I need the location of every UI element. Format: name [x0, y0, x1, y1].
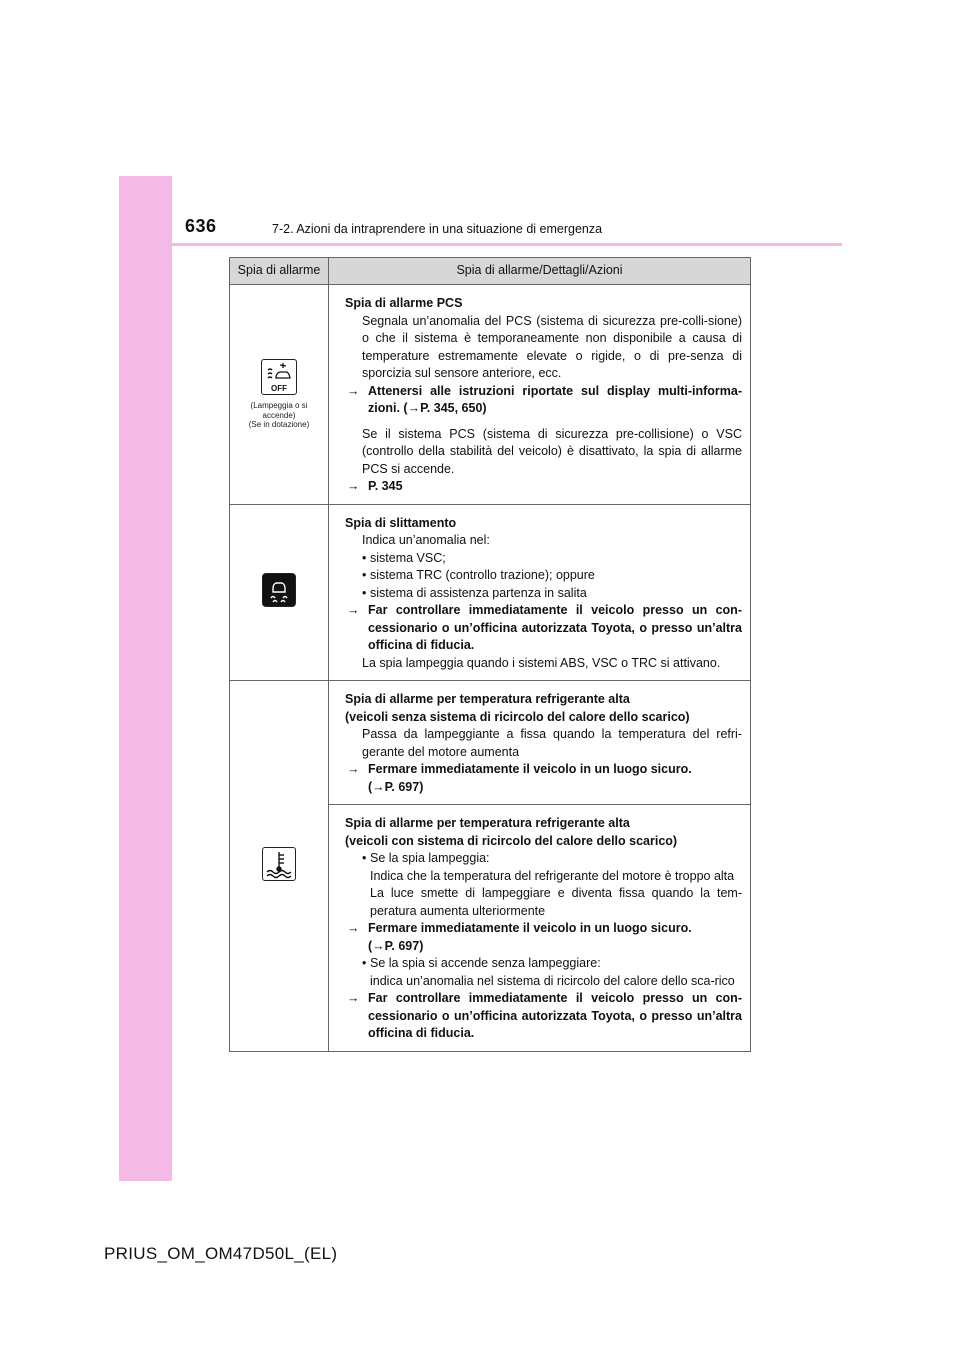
header-details-actions: Spia di allarme/Dettagli/Azioni — [329, 258, 751, 285]
pcs-title: Spia di allarme PCS — [345, 296, 463, 310]
slip-bullet: • sistema TRC (controllo trazione); oppure — [345, 567, 742, 585]
coolant-icon-cell — [230, 681, 329, 1052]
coolant-no-recirc-cell — [329, 681, 751, 805]
slip-bullet: • sistema VSC; — [345, 550, 742, 568]
pcs-off-warning-icon — [261, 359, 297, 395]
coolant-temperature-icon — [262, 847, 296, 881]
arrow-icon: → — [347, 479, 360, 493]
table-row-pcs — [230, 285, 751, 505]
slip-title: Spia di slittamento — [345, 515, 457, 530]
coolant2-title-line-1: Spia di allarme per temperatura refrigerante alta — [345, 816, 630, 830]
slip-indicator-icon — [262, 573, 296, 607]
chapter-heading: 7-2. Azioni da intraprendere in una situazione di emergenza — [272, 222, 603, 236]
table-row-coolant-no-recirc — [230, 681, 751, 805]
slip-action — [345, 602, 742, 655]
coolant2-action-1 — [345, 920, 742, 955]
pcs-reference — [345, 478, 742, 496]
pcs-caption — [230, 401, 328, 430]
coolant2-bullet-2: • Se la spia si accende senza lampeggiare: — [345, 955, 742, 973]
coolant2-bullet-1-text-2: La luce smette di lampeggiare e diventa fissa quando la tem-peratura aumenta ulteriormente — [370, 886, 742, 918]
pcs-action-text: Attenersi alle istruzioni riportate sul display multi-informa-zioni. (→P. 345, 650) — [368, 383, 742, 415]
arrow-icon: → — [347, 991, 360, 1005]
document-footer: PRIUS_OM_OM47D50L_(EL) — [104, 1244, 338, 1263]
pcs-off-label: OFF — [271, 383, 287, 393]
pcs-reference-text: P. 345 — [368, 479, 403, 493]
pcs-icon-cell — [230, 285, 329, 505]
pcs-description-cell — [329, 285, 751, 505]
side-tab-bar — [119, 176, 172, 1181]
arrow-icon: → — [347, 603, 360, 617]
coolant2-bullet-2-text: indica un’anomalia nel sistema di ricircolo del calore dello sca-rico — [370, 973, 735, 988]
arrow-icon: → — [347, 921, 360, 935]
header-warning-light: Spia di allarme — [230, 258, 329, 285]
slip-bullet: • sistema di assistenza partenza in salita — [345, 585, 742, 603]
coolant-recirc-cell — [329, 805, 751, 1052]
arrow-icon: → — [347, 383, 360, 398]
page-number: 636 — [185, 216, 217, 236]
header-rule — [172, 243, 842, 246]
coolant2-bullet-1-text-1: Indica che la temperatura del refrigerante del motore è troppo alta — [370, 868, 735, 883]
slip-action-text: Far controllare immediatamente il veicolo presso un con-cessionario o un’officina autorizzata Toyota, o presso un’altra officina di fiducia. — [368, 603, 742, 652]
coolant1-title-line-2: (veicoli senza sistema di ricircolo del calore dello scarico) — [345, 709, 690, 724]
pcs-note: Se il sistema PCS (sistema di sicurezza pre-collisione) o VSC (controllo della stabilità del veicolo) è disattivato, la spia di allarme PCS si accende. — [362, 426, 742, 476]
table-header-row — [230, 258, 751, 285]
slip-icon-cell — [230, 504, 329, 681]
pcs-action — [345, 383, 742, 418]
coolant2-action-2 — [345, 990, 742, 1043]
warning-lights-table — [229, 257, 751, 1052]
coolant1-action-text: Fermare immediatamente il veicolo in un luogo sicuro. — [368, 762, 692, 776]
table-row-slip — [230, 504, 751, 681]
pcs-caption-line-2: accende) — [262, 410, 296, 420]
coolant1-reference: (→P. 697) — [368, 779, 424, 794]
coolant2-bullet-1: • Se la spia lampeggia: — [345, 850, 742, 868]
coolant1-action — [345, 761, 742, 796]
coolant2-action-2-text: Far controllare immediatamente il veicolo presso un con-cessionario o un’officina autorizzata Toyota, o presso un’altra officina di fiducia. — [368, 991, 742, 1040]
coolant2-reference: (→P. 697) — [368, 938, 424, 953]
coolant1-description: Passa da lampeggiante a fissa quando la temperatura del refri-gerante del motore aumenta — [362, 727, 742, 759]
slip-intro: Indica un’anomalia nel: — [362, 533, 490, 547]
slip-note: La spia lampeggia quando i sistemi ABS, VSC o TRC si attivano. — [362, 655, 721, 670]
coolant2-action-1-text: Fermare immediatamente il veicolo in un luogo sicuro. — [368, 921, 692, 935]
pcs-caption-line-1: (Lampeggia o si — [250, 401, 308, 411]
coolant2-title-line-2: (veicoli con sistema di ricircolo del calore dello scarico) — [345, 833, 678, 848]
slip-description-cell — [329, 504, 751, 681]
arrow-icon: → — [347, 762, 360, 776]
pcs-caption-line-3: (Se in dotazione) — [248, 420, 310, 430]
coolant1-title-line-1: Spia di allarme per temperatura refrigerante alta — [345, 692, 630, 706]
pcs-description: Segnala un’anomalia del PCS (sistema di sicurezza pre-colli-sione) o che il sistema è temporaneamente non disponibile a causa di temperature estremamente elevate o rigide, o di pre-senza di sporcizia sul sensore anteriore, ecc. — [362, 313, 742, 380]
